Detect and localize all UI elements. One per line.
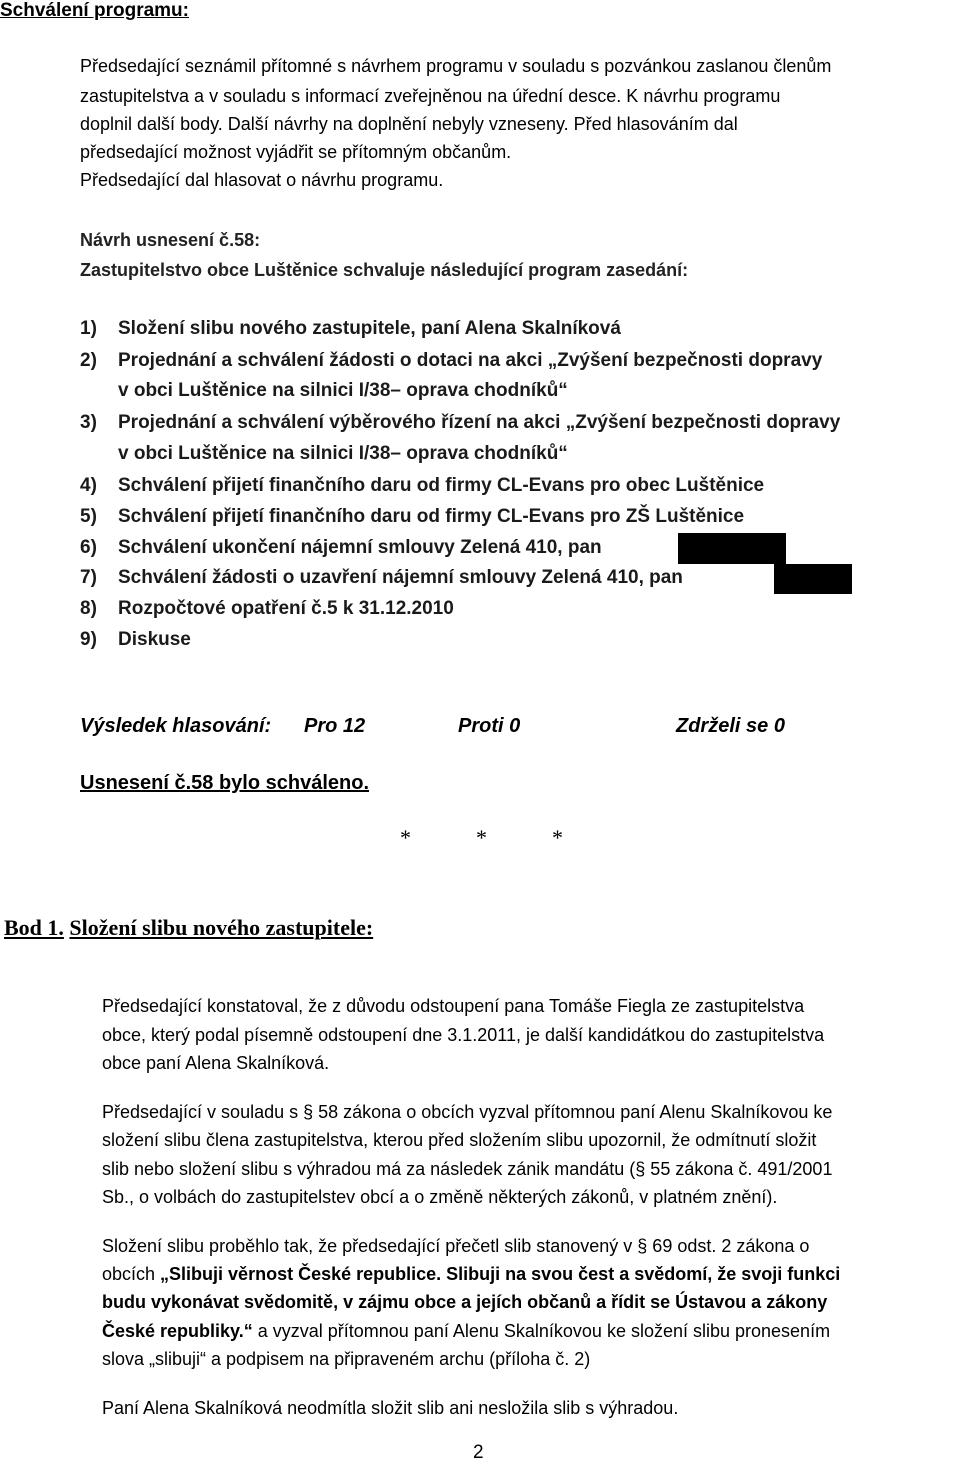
- paragraph-text: a vyzval přítomnou paní Alenu Skalníkovou ke složení slibu pronesením: [252, 1321, 831, 1341]
- agenda-item: Schválení žádosti o uzavření nájemní smlouvy Zelená 410, pan: [118, 567, 683, 588]
- intro-line: zastupitelstva a v souladu s informací zveřejněnou na úřední desce. K návrhu programu: [80, 86, 781, 106]
- intro-line: doplnil další body. Další návrhy na doplnění nebyly vzneseny. Před hlasováním dal: [80, 114, 738, 134]
- vote-proti: Proti 0: [458, 715, 521, 737]
- separator-stars: [400, 825, 628, 851]
- vote-pro: Pro 12: [304, 715, 366, 737]
- section-number: Bod 1.: [4, 915, 64, 940]
- paragraph-line: Paní Alena Skalníková neodmítla složit slib ani nesložila slib s výhradou.: [102, 1398, 679, 1418]
- intro-line: Předsedající dal hlasovat o návrhu programu.: [80, 170, 444, 190]
- agenda-item: Schválení přijetí finančního daru od firmy CL-Evans pro ZŠ Luštěnice: [118, 506, 745, 527]
- agenda-item: Projednání a schválení žádosti o dotaci na akci „Zvýšení bezpečnosti dopravy: [118, 350, 823, 371]
- paragraph-line: obce, který podal písemně odstoupení dne 3.1.2011, je další kandidátkou do zastupitelstva: [102, 1025, 825, 1045]
- agenda-item: Schválení přijetí finančního daru od firmy CL-Evans pro obec Luštěnice: [118, 475, 765, 496]
- agenda-number: 5): [80, 506, 97, 527]
- page-title: Schválení programu:: [0, 0, 189, 21]
- paragraph-text: obcích: [102, 1264, 161, 1284]
- paragraph-line: slova „slibuji“ a podpisem na připraveném archu (příloha č. 2): [102, 1349, 591, 1369]
- agenda-item: Rozpočtové opatření č.5 k 31.12.2010: [118, 598, 454, 619]
- oath-text: „Slibuji věrnost České republice. Slibuji na svou čest a svědomí, že svoji funkci: [160, 1264, 841, 1284]
- resolution-result: Usnesení č.58 bylo schváleno.: [80, 772, 370, 794]
- agenda-number: 4): [80, 475, 97, 496]
- separator-star: *: [476, 825, 487, 850]
- section-title: [4, 915, 373, 941]
- separator-star: *: [400, 825, 411, 850]
- paragraph-line: [102, 1264, 960, 1285]
- redaction-box: [678, 533, 786, 564]
- oath-text: budu vykonávat svědomitě, v zájmu obce a jejích občanů a řídit se Ústavou a zákony: [102, 1292, 828, 1312]
- vote-zdrzeli: Zdrželi se 0: [676, 715, 785, 737]
- separator-star: *: [552, 825, 563, 850]
- paragraph-line: Předsedající konstatoval, že z důvodu odstoupení pana Tomáše Fiegla ze zastupitelstva: [102, 996, 805, 1016]
- agenda-number: 1): [80, 318, 97, 339]
- page-number: 2: [473, 1442, 484, 1463]
- agenda-item: Schválení ukončení nájemní smlouvy Zelená 410, pan: [118, 537, 602, 558]
- agenda-item: Projednání a schválení výběrového řízení na akci „Zvýšení bezpečnosti dopravy: [118, 412, 841, 433]
- agenda-number: 2): [80, 350, 97, 371]
- vote-label: Výsledek hlasování:: [80, 715, 272, 737]
- paragraph-line: složení slibu člena zastupitelstva, kterou před složením slibu upozornil, že odmítnutí složit: [102, 1130, 817, 1150]
- agenda-number: 6): [80, 537, 97, 558]
- paragraph-line: Sb., o volbách do zastupitelstev obcí a o změně některých zákonů, v platném znění).: [102, 1187, 778, 1207]
- redaction-box: [774, 564, 852, 594]
- paragraph-line: Předsedající v souladu s § 58 zákona o obcích vyzval přítomnou paní Alenu Skalníkovou ke: [102, 1102, 833, 1122]
- agenda-number: 7): [80, 567, 97, 588]
- agenda-item: Složení slibu nového zastupitele, paní Alena Skalníková: [118, 318, 621, 339]
- intro-line: Předsedající seznámil přítomné s návrhem programu v souladu s pozvánkou zaslanou členům: [80, 56, 832, 76]
- agenda-number: 9): [80, 629, 97, 650]
- agenda-item: Diskuse: [118, 629, 191, 650]
- paragraph-line: obce paní Alena Skalníková.: [102, 1053, 330, 1073]
- paragraph-line: Složení slibu proběhlo tak, že předsedající přečetl slib stanovený v § 69 odst. 2 zákona o: [102, 1236, 810, 1256]
- agenda-item-continuation: v obci Luštěnice na silnici I/38– oprava chodníků“: [118, 443, 568, 464]
- section-heading: Složení slibu nového zastupitele:: [69, 915, 374, 940]
- paragraph-line: [102, 1321, 960, 1342]
- agenda-number: 3): [80, 412, 97, 433]
- oath-text: České republiky.“: [102, 1321, 253, 1341]
- paragraph-line: slib nebo složení slibu s výhradou má za následek zánik mandátu (§ 55 zákona č. 491/2001: [102, 1159, 833, 1179]
- intro-line: předsedající možnost vyjádřit se přítomným občanům.: [80, 142, 512, 162]
- agenda-number: 8): [80, 598, 97, 619]
- motion-statement: Zastupitelstvo obce Luštěnice schvaluje následující program zasedání:: [80, 260, 689, 280]
- agenda-item-continuation: v obci Luštěnice na silnici I/38– oprava chodníků“: [118, 380, 568, 401]
- motion-title: Návrh usnesení č.58:: [80, 230, 261, 250]
